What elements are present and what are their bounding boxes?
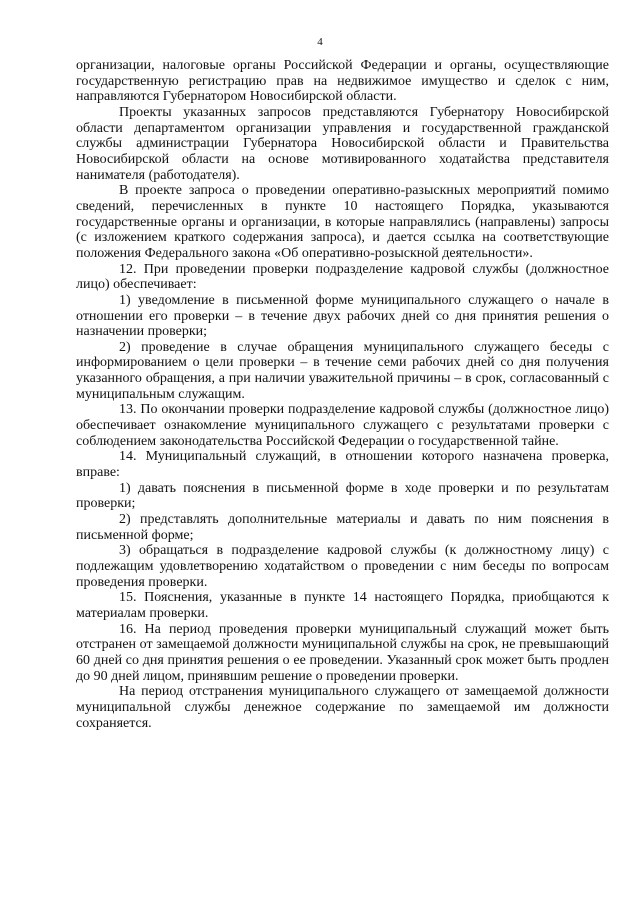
paragraph-clause-13: 13. По окончании проверки подразделение кадровой службы (должностное лицо) обеспечивает ознакомление муниципального служащего с результатами проверки с соблюдением законодательства Российской Федерации о государственной тайне. — [76, 402, 609, 449]
body-text — [76, 58, 609, 731]
paragraph-clause-15: 15. Пояснения, указанные в пункте 14 настоящего Порядка, приобщаются к материалам проверки. — [76, 590, 609, 621]
page-number: 4 — [317, 36, 323, 48]
paragraph-clause-12-item-2: 2) проведение в случае обращения муниципального служащего беседы с информированием о цели проверки – в течение семи рабочих дней со дня получения указанного обращения, а при наличии уважительной причины – в срок, согласованный с муниципальным служащим. — [76, 339, 609, 402]
paragraph-clause-12: 12. При проведении проверки подразделение кадровой службы (должностное лицо) обеспечивает: — [76, 261, 609, 293]
paragraph-clause-14: 14. Муниципальный служащий, в отношении которого назначена проверка, вправе: — [76, 449, 609, 481]
paragraph-operative-search-request: В проекте запроса о проведении оперативно-разыскных мероприятий помимо сведений, перечисленных в пункте 10 настоящего Порядка, указываются государственные органы и организации, в которые направлялись (направлены) запросы (с изложением краткого содержания запроса), и дается ссылка на соответствующие положения Федерального закона «Об оперативно-розыскной деятельности». — [76, 183, 609, 261]
paragraph-draft-requests: Проекты указанных запросов представляются Губернатору Новосибирской области департаментом организации управления и государственной гражданской службы администрации Губернатора Новосибирской области и Правительства Новосибирской области на основе мотивированного ходатайства представителя нанимателя (работодателя). — [76, 104, 609, 183]
paragraph-clause-14-item-3: 3) обращаться в подразделение кадровой службы (к должностному лицу) с подлежащим удовлетворению ходатайством о проведении с ним беседы по вопросам проведения проверки. — [76, 543, 609, 590]
paragraph-clause-14-item-1: 1) давать пояснения в письменной форме в ходе проверки и по результатам проверки; — [76, 480, 609, 512]
paragraph-clause-14-item-2: 2) представлять дополнительные материалы и давать по ним пояснения в письменной форме; — [76, 512, 609, 543]
paragraph-suspension-salary: На период отстранения муниципального служащего от замещаемой должности муниципальной службы денежное содержание по замещаемой им должности сохраняется. — [76, 684, 609, 731]
paragraph-clause-16: 16. На период проведения проверки муниципальный служащий может быть отстранен от замещаемой должности муниципальной службы на срок, не превышающий 60 дней со дня принятия решения о ее проведении. Указанный срок может быть продлен до 90 дней лицом, принявшим решение о проведении проверки. — [76, 621, 609, 684]
paragraph-continuation: организации, налоговые органы Российской Федерации и органы, осуществляющие государственную регистрацию прав на недвижимое имущество и сделок с ним, направляются Губернатором Новосибирской области. — [76, 58, 609, 105]
paragraph-clause-12-item-1: 1) уведомление в письменной форме муниципального служащего о начале в отношении его проверки – в течение двух рабочих дней со дня принятия решения о назначении проверки; — [76, 292, 609, 340]
